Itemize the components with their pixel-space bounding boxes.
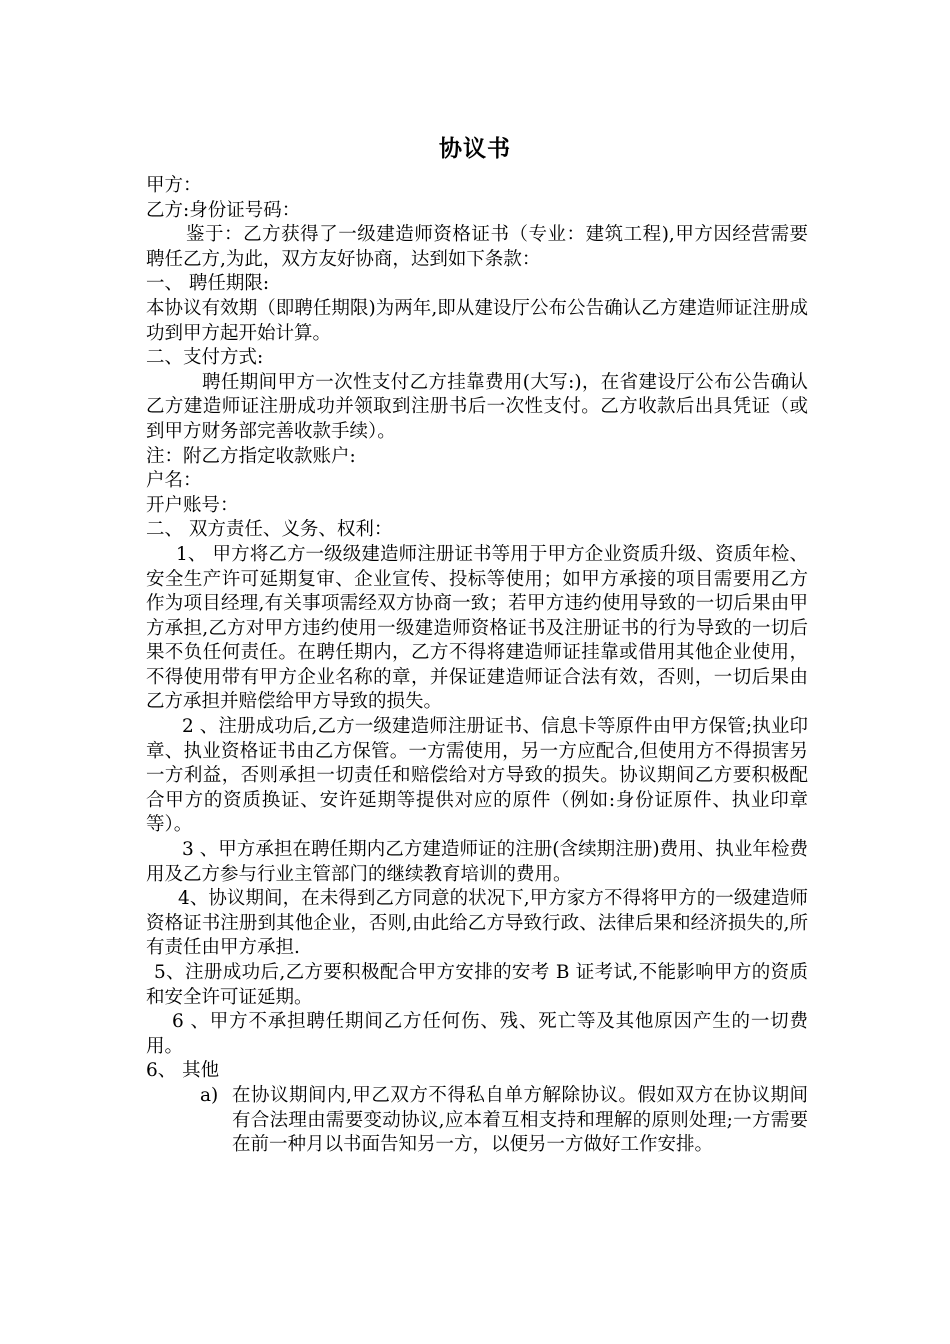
payment-account-note: 注：附乙方指定收款账户:	[146, 445, 356, 467]
preamble-paragraph: 鉴于：乙方获得了一级建造师资格证书（专业：建筑工程),甲方因经营需要聘任乙方,为此，双方友好协商，达到如下条款：	[146, 224, 808, 270]
section3-heading: 二、 双方责任、义务、权利：	[146, 519, 393, 541]
section1-paragraph: 本协议有效期（即聘任期限)为两年,即从建设厅公布公告确认乙方建造师证注册成功到甲方起开始计算。	[146, 297, 808, 344]
section2-paragraph: 聘任期间甲方一次性支付乙方挂靠费用(大写:)，在省建设厅公布公告确认乙方建造师证注册成功并领取到注册书后一次性支付。乙方收款后出具凭证（或到甲方财务部完善收款手续）。	[146, 371, 808, 442]
section2-heading: 二、支付方式:	[146, 347, 264, 369]
section1-heading: 一、 聘任期限:	[146, 273, 270, 295]
section-other-heading: 6、 其他	[146, 1060, 220, 1082]
clause-item-3: 3 、甲方承担在聘任期内乙方建造师证的注册(含续期注册)费用、执业年检费用及乙方参与行业主管部门的继续教育培训的费用。	[146, 839, 808, 885]
party-a-line: 甲方：	[146, 175, 202, 196]
party-b-line: 乙方:身份证号码：	[146, 199, 301, 221]
clause-item-1: 1、 甲方将乙方一级级建造师注册证书等用于甲方企业资质升级、资质年检、安全生产许可延期复审、企业宣传、投标等使用；如甲方承接的项目需要用乙方作为项目经理,有关事项需经双方协商一致；若甲方违约使用导致的一切后果由甲方承担,乙方对甲方违约使用一级建造师资格证书及注册证书的行为导致的一切后果不负任何责任。在聘任期内，乙方不得将建造师证挂靠或借用其他企业使用，不得使用带有甲方企业名称的章，并保证建造师证合法有效，否则，一切后果由乙方承担并赔偿给甲方导致的损失。	[146, 543, 808, 713]
clause-item-6: 6 、甲方不承担聘任期间乙方任何伤、残、死亡等及其他原因产生的一切费用。	[146, 1011, 808, 1057]
list-item-a-text: 在协议期间内,甲乙双方不得私自单方解除协议。假如双方在协议期间有合法理由需要变动协议,应本着互相支持和理解的原则处理;一方需要在前一种月以书面告知另一方，以便另一方做好工作安排。	[232, 1084, 808, 1156]
clause-item-2: 2 、注册成功后,乙方一级建造师注册证书、信息卡等原件由甲方保管;执业印章、执业资格证书由乙方保管。一方需使用，另一方应配合,但使用方不得损害另一方利益，否则承担一切责任和赔偿给对方导致的损失。协议期间乙方要积极配合甲方的资质换证、安许延期等提供对应的原件（例如:身份证原件、执业印章等）。	[146, 716, 808, 836]
document-body	[146, 174, 808, 1158]
account-name-line: 户名：	[146, 470, 202, 492]
clause-item-5: 5、注册成功后,乙方要积极配合甲方安排的安考 B 证考试,不能影响甲方的资质和安全许可证延期。	[146, 962, 808, 1008]
list-item-a	[200, 1084, 808, 1158]
list-item-a-marker: a)	[200, 1084, 219, 1106]
clause-item-4: 4、协议期间，在未得到乙方同意的状况下,甲方家方不得将甲方的一级建造师资格证书注册到其他企业，否则,由此给乙方导致行政、法律后果和经济损失的,所有责任由甲方承担.	[146, 888, 808, 959]
document-title: 协议书	[439, 135, 511, 162]
account-number-line: 开户账号：	[146, 494, 239, 516]
